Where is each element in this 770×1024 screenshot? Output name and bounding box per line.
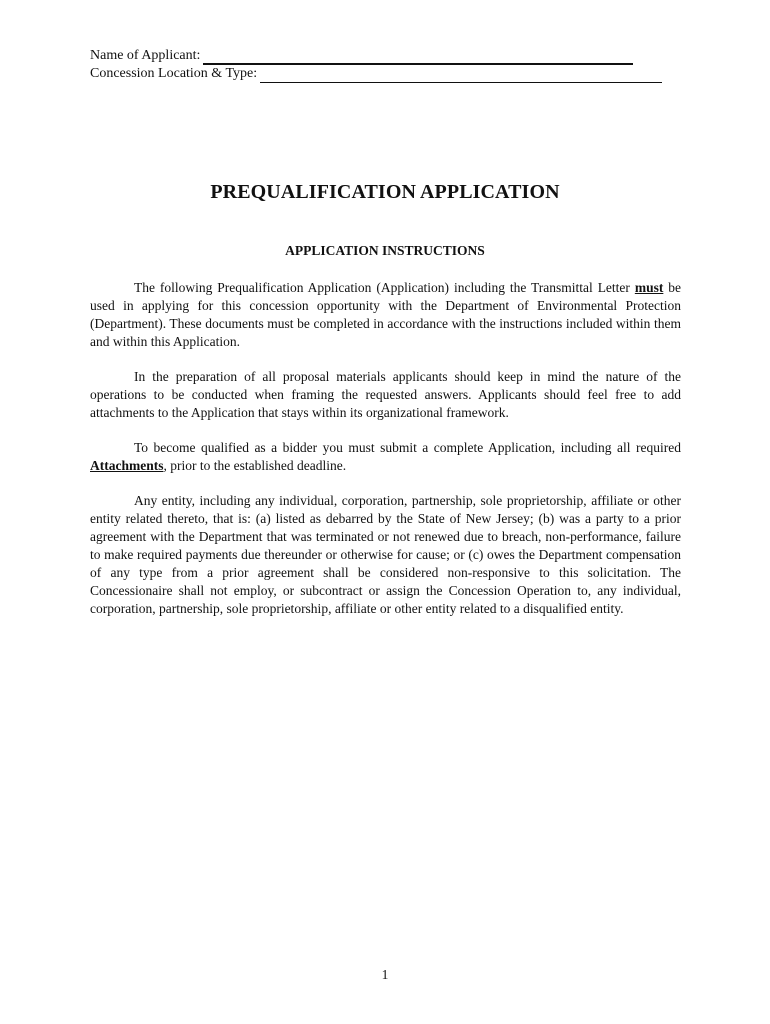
applicant-header — [90, 47, 690, 83]
emphasis-must: must — [634, 280, 664, 295]
paragraph-qualification — [90, 439, 681, 475]
concession-location-label: Concession Location & Type: — [90, 66, 258, 81]
applicant-name-line — [90, 47, 690, 65]
concession-location-line — [90, 65, 690, 83]
paragraph-qualification-before: To become qualified as a bidder you must submit a complete Application, including all required — [134, 440, 681, 455]
concession-location-blank[interactable] — [260, 68, 662, 83]
page-number: 1 — [381, 967, 389, 982]
paragraph-transmittal — [90, 279, 681, 351]
paragraph-preparation: In the preparation of all proposal materials applicants should keep in mind the nature of the operations to be conducted when framing the requested answers. Applicants should feel free to add attachments to the Application that stays within its organizational framework. — [90, 369, 681, 420]
applicant-name-blank[interactable] — [203, 49, 633, 65]
paragraph-transmittal-after: be used in applying for this concession opportunity with the Department of Environmental Protection (Department). These documents must be completed in accordance with the instructions included within them and within this Application. — [90, 280, 681, 349]
section-heading: APPLICATION INSTRUCTIONS — [285, 243, 485, 258]
paragraph-debarment: Any entity, including any individual, corporation, partnership, sole proprietorship, affiliate or other entity related thereto, that is: (a) listed as debarred by the State of New Jersey; (b) was a party to a prior agreement with the Department that was terminated or not renewed due to breach, non-performance, failure to make required payments due thereunder or otherwise for cause; or (c) owes the Department compensation of any type from a prior agreement shall be considered non-responsive to this solicitation. The Concessionaire shall not employ, or subcontract or assign the Concession Operation to, any individual, corporation, partnership, sole proprietorship, affiliate or other entity related to a disqualified entity. — [90, 493, 681, 616]
paragraph-qualification-after: , prior to the established deadline. — [163, 458, 347, 473]
applicant-name-label: Name of Applicant: — [90, 48, 201, 63]
paragraph-transmittal-before: The following Prequalification Application (Application) including the Transmittal Letter — [134, 280, 635, 295]
emphasis-attachments: Attachments — [90, 458, 164, 473]
instructions-body — [90, 279, 681, 618]
page-title: PREQUALIFICATION APPLICATION — [210, 181, 560, 203]
